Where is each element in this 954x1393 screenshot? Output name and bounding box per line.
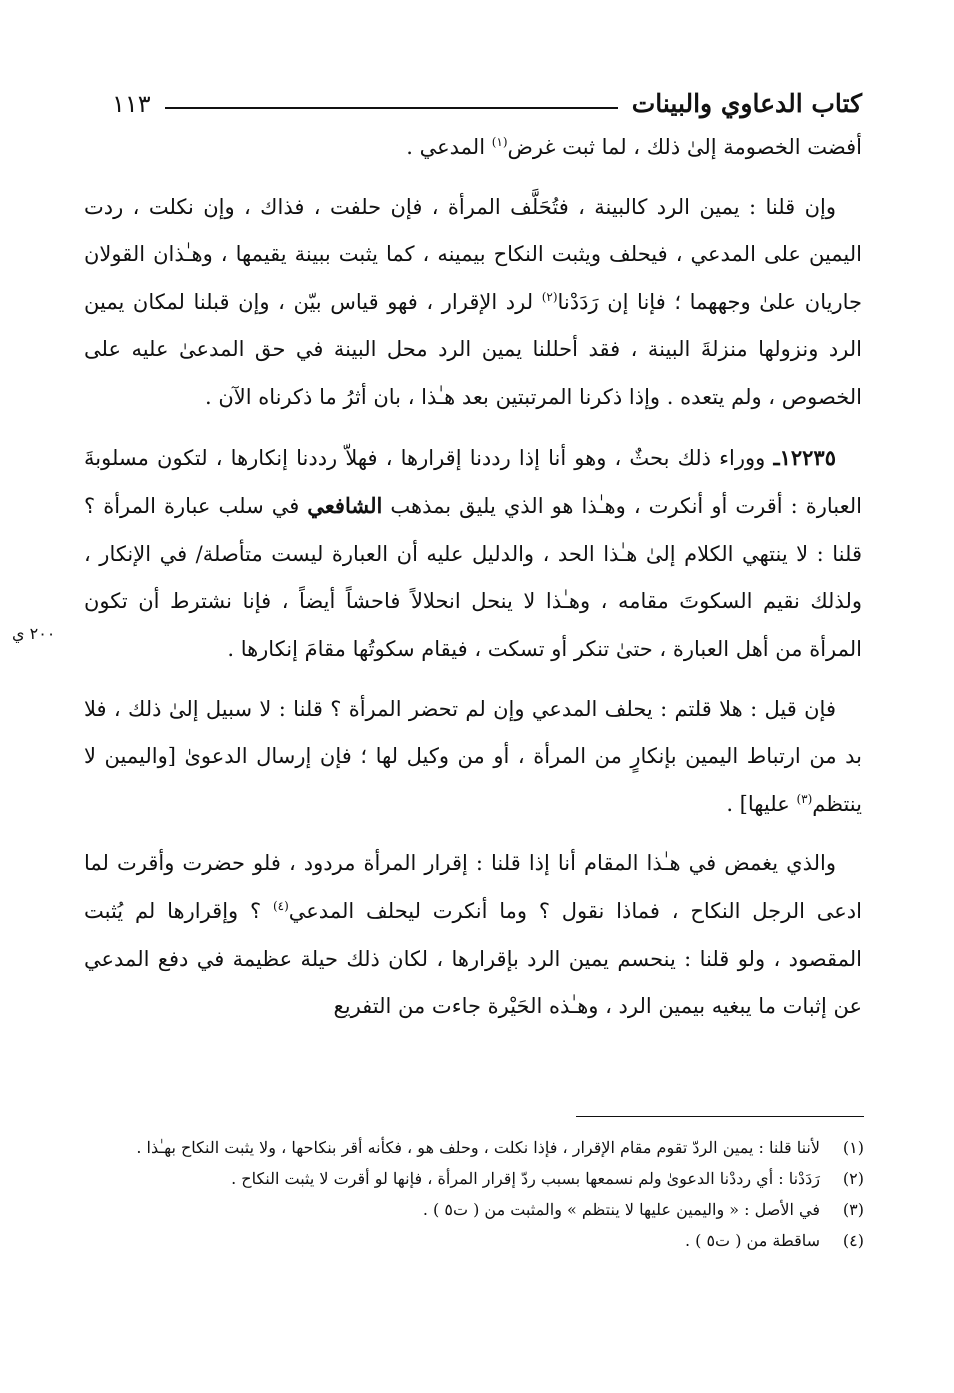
footnote-number: (٢): [842, 1169, 864, 1188]
page-header: [112, 78, 862, 118]
footnote-number: (٣): [842, 1200, 864, 1219]
text-run: عليها] .: [726, 791, 797, 816]
footnote-rule: [576, 1116, 864, 1117]
text-run: ؟ وإقرارها لم يُثبت المقصود ، ولو قلنا : ينحسم يمين الرد بإقرارها ، لكان ذلك حيلة عظيمة في دفع المدعي عن إثبات ما يبغيه بيمين الرد ، وهـٰذه الحَيْرة جاءت من التفريع: [84, 898, 862, 1019]
text-run: أفضت الخصومة إلىٰ ذلك ، لما ثبت غرض: [507, 135, 862, 159]
main-text: [84, 124, 862, 1043]
paragraph-4: [84, 686, 862, 829]
paragraph-5: [84, 840, 862, 1030]
text-run: لرد الإقرار ، فهو قياس بيّن ، وإن قبلنا لمكان يمين الرد ونزولها منزلةَ البينة ، فقد أحللنا يمين الرد محل البينة في حق المدعىٰ عليه على الخصوص ، ولم يتعده . وإذا ذكرنا المرتبتين بعد هـٰذا ، بان أثرُ ما ذكرناه الآن .: [84, 289, 862, 409]
footnote-text: ساقطة من ( ت٥ ) .: [684, 1231, 820, 1250]
footnote-item: [84, 1194, 864, 1225]
paragraph-1: [84, 124, 862, 172]
footnote-number: (١): [842, 1138, 864, 1157]
paragraph-2: [84, 184, 862, 422]
footnote-text: في الأصل : « واليمين عليها لا ينتظم » والمثبت من ( ت٥ ) .: [422, 1200, 820, 1219]
footnote-ref-4: (٤): [272, 898, 289, 913]
footnote-item: [84, 1163, 864, 1194]
footnotes: [84, 1132, 864, 1256]
footnote-text: رَدَدْنا : أي رددْنا الدعوىٰ ولم نسمعها بسبب ردّ إقرار المرأة ، فإنها لو أقرت لا يثبت النكاح .: [231, 1169, 820, 1188]
text-run: في سلب عبارة المرأة ؟ قلنا : لا ينتهي الكلام إلىٰ هـٰذا الحد ، والدليل عليه أن العبارة ليست متأصلة/ في الإنكار ، ولذلك نقيم السكوتَ مقامه ، وهـٰذا لا ينحل انحلالاً فاحشاً أيضاً ، فإنا نشترط أن تكون المرأة من أهل العبارة ، حتىٰ تنكر أو تسكت ، فيقام سكوتُها مقامَ إنكارها .: [84, 494, 862, 661]
text-run: المدعي .: [406, 135, 492, 159]
issue-number: ١٢٢٣٥ـ: [773, 444, 836, 470]
footnote-number: (٤): [842, 1231, 864, 1250]
manuscript-margin-note: ٢٠٠ ي: [12, 624, 56, 643]
text-run: وإن قلنا : يمين الرد كالبينة ، فتُحَلَّف المرأة ، فإن حلفت ، فذاك ، وإن نكلت ، ردت اليمين على المدعي ، فيحلف ويثبت النكاح بيمينه ، كما يثبت ببينة يقيمها ، وهـٰذان القولان جاريان علىٰ وجههما ؛ فإنا إن رَدَدْنا: [84, 194, 862, 314]
text-run: ووراء ذلك بحثٌ ، وهو أنا إذا رددنا إقرارها ، فهلاّ رددنا إنكارها ، لتكون مسلوبةَ العبارة : أقرت أو أنكرت ، وهـٰذا هو الذي يليق بمذهب: [84, 445, 862, 519]
running-title: كتاب الدعاوي والبينات: [631, 89, 862, 118]
footnote-item: [84, 1132, 864, 1163]
footnote-ref-3: (٣): [796, 791, 813, 806]
footnote-text: لأننا قلنا : يمين الردّ تقوم مقام الإقرار ، فإذا نكلت ، وحلف هو ، فكأنه أقر بنكاحها ، ولا يثبت النكاح بهـٰذا .: [136, 1138, 820, 1157]
text-run: والذي يغمض في هـٰذا المقام أنا إذا قلنا : إقرار المرأة مردود ، فلو حضرت وأقرت لما ادعى الرجل النكاح ، فماذا نقول ؟ وما أنكرت ليحلف المدعي: [84, 851, 862, 923]
header-rule: [165, 107, 618, 109]
paragraph-3: [84, 434, 862, 674]
page-number: ١١٣: [112, 90, 151, 118]
text-run: فإن قيل : هلا قلتم : يحلف المدعي وإن لم تحضر المرأة ؟ قلنا : لا سبيل إلىٰ ذلك ، فلا بد من ارتباط اليمين بإنكارٍ من المرأة ، أو من وكيل لها ؛ فإن إرسال الدعوىٰ [واليمين لا ينتظم: [84, 696, 862, 816]
footnote-ref-2: (٢): [541, 289, 558, 304]
footnote-ref-1: (١): [491, 135, 508, 149]
footnote-item: [84, 1225, 864, 1256]
scholar-name: الشافعي: [307, 493, 383, 519]
